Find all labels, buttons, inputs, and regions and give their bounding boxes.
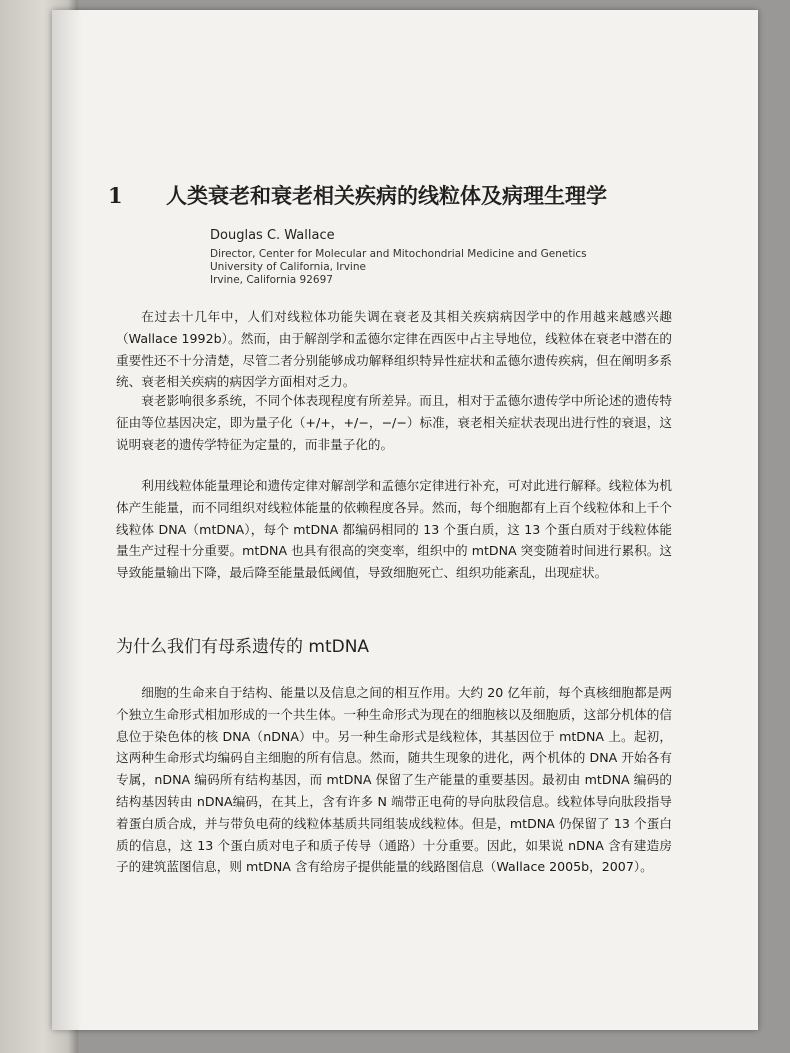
paragraph: [116, 390, 672, 455]
affiliation-line: University of California, Irvine: [210, 261, 366, 273]
author-name: Douglas C. Wallace: [210, 228, 335, 243]
paragraph-text: 细胞的生命来自于结构、能量以及信息之间的相互作用。大约 20 亿年前，每个真核细胞都是两个独立生命形式相加形成的一个共生体。一种生命形式为现在的细胞核以及细胞质，这部分机体的信息位于染色体的核 DNA（nDNA）中。另一种生命形式是线粒体，其基因位于 mtDNA 上。起初，这两种生命形式均编码自主细胞的所有信息。然而，随共生现象的进化，两个机体的 DNA 开始各有专属，nDNA 编码所有结构基因，而 mtDNA 保留了生产能量的重要基因。最初由 mtDNA 编码的结构基因转由 nDNA编码，在其上，含有许多 N 端带正电荷的导向肽段信息。线粒体导向肽段指导着蛋白质合成，并与带负电荷的线粒体基质共同组装成线粒体。但是，mtDNA 仍保留了 13 个蛋白质的信息，这 13 个蛋白质对电子和质子传导（通路）十分重要。因此，如果说 nDNA 含有建造房子的建筑蓝图信息，则 mtDNA 含有给房子提供能量的线路图信息（Wallace 2005b，2007）。: [116, 685, 672, 875]
paragraph: [116, 475, 672, 584]
paragraph: [116, 682, 672, 878]
paragraph-text: 利用线粒体能量理论和遗传定律对解剖学和孟德尔定律进行补充，可对此进行解释。线粒体为机体产生能量，而不同组织对线粒体能量的依赖程度各异。然而，每个细胞都有上百个线粒体和上千个线粒体 DNA（mtDNA），每个 mtDNA 都编码相同的 13 个蛋白质，这 13 个蛋白质对于线粒体能量生产过程十分重要。mtDNA 也具有很高的突变率，组织中的 mtDNA 突变随着时间进行累积。这导致能量输出下降，最后降至能量最低阈值，导致细胞死亡、组织功能紊乱，出现症状。: [116, 478, 672, 581]
chapter-heading: [108, 180, 668, 210]
affiliation-line: Irvine, California 92697: [210, 274, 333, 286]
author-affiliation: [210, 248, 630, 287]
paragraph: [116, 306, 672, 393]
paragraph-text: 在过去十几年中，人们对线粒体功能失调在衰老及其相关疾病病因学中的作用越来越感兴趣（Wallace 1992b）。然而，由于解剖学和孟德尔定律在西医中占主导地位，线粒体在衰老中潜在的重要性还不十分清楚，尽管二者分别能够成功解释组织特异性症状和孟德尔遗传疾病，但在阐明多系统、衰老相关疾病的病因学方面相对乏力。: [116, 309, 672, 390]
section-heading: 为什么我们有母系遗传的 mtDNA: [116, 637, 370, 657]
paragraph-text: 衰老影响很多系统，不同个体表现程度有所差异。而且，相对于孟德尔遗传学中所论述的遗传特征由等位基因决定，即为量子化（+/+，+/−，−/−）标准，衰老相关症状表现出进行性的衰退，这说明衰老的遗传学特征为定量的，而非量子化的。: [116, 393, 672, 452]
chapter-title: 人类衰老和衰老相关疾病的线粒体及病理生理学: [166, 183, 607, 208]
affiliation-line: Director, Center for Molecular and Mitochondrial Medicine and Genetics: [210, 248, 587, 260]
chapter-number: 1: [108, 183, 123, 208]
